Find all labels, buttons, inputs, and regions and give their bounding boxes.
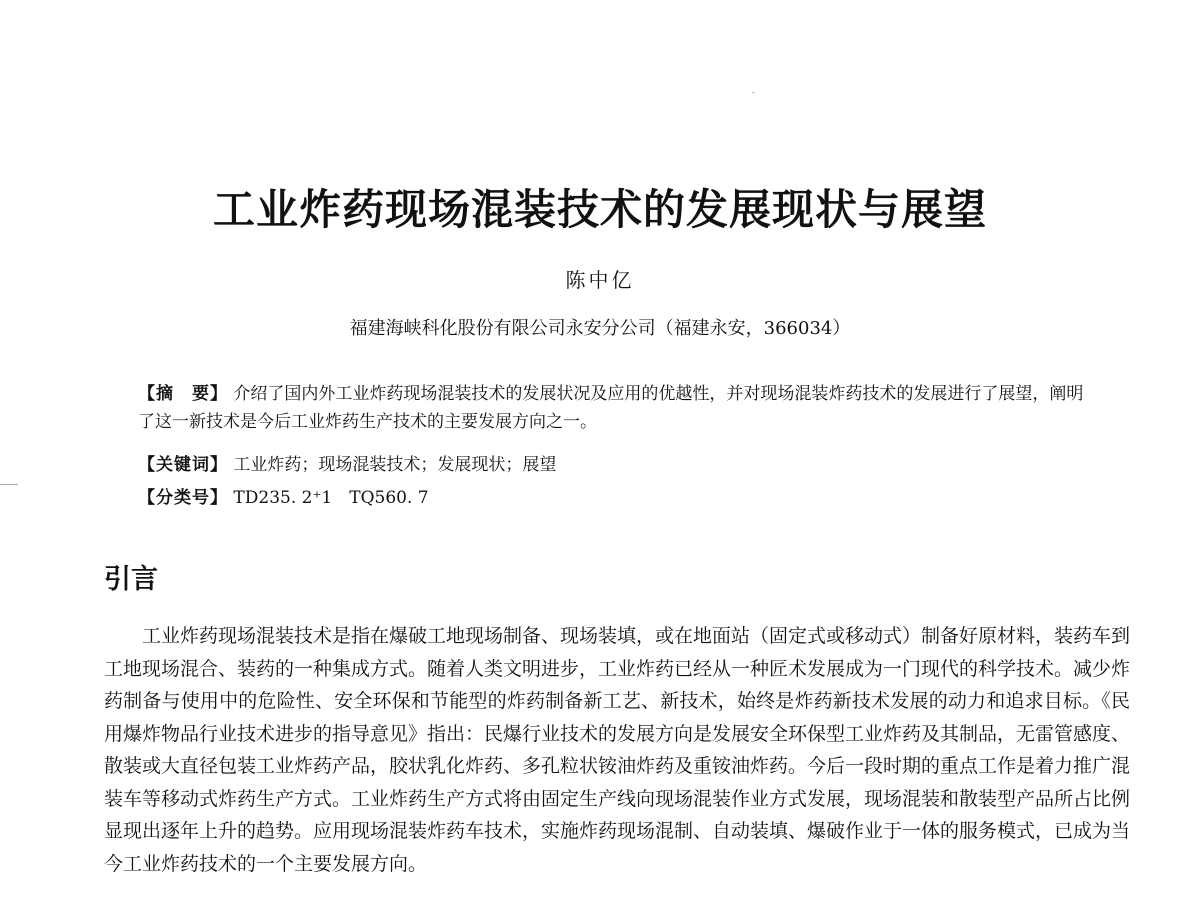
classification-text: TD235. 2⁺1 TQ560. 7 [233,488,429,508]
abstract-label: 【摘 要】 [138,384,228,404]
abstract-block [138,380,1098,436]
classification-label: 【分类号】 [138,488,228,508]
author-affiliation: 福建海峡科化股份有限公司永安分公司（福建永安，366034） [349,318,851,339]
keywords-text: 工业炸药；现场混装技术；发展现状；展望 [233,455,557,475]
section-heading-introduction: 引言 [104,564,158,595]
keywords-label: 【关键词】 [138,455,228,475]
keywords-block [138,451,1098,479]
introduction-paragraph: 工业炸药现场混装技术是指在爆破工地现场制备、现场装填，或在地面站（固定式或移动式）制备好原材料，装药车到工地现场混合、装药的一种集成方式。随着人类文明进步，工业炸药已经从一种匠术发展成为一门现代的科学技术。减少炸药制备与使用中的危险性、安全环保和节能型的炸药制备新工艺、新技术，始终是炸药新技术发展的动力和追求目标。《民用爆炸物品行业技术进步的指导意见》指出：民爆行业技术的发展方向是发展安全环保型工业炸药及其制品，无雷管感度、散装或大直径包装工业炸药产品，胶状乳化炸药、多孔粒状铵油炸药及重铵油炸药。今后一段时期的重点工作是着力推广混装车等移动式炸药生产方式。工业炸药生产方式将由固定生产线向现场混装作业方式发展，现场混装和散装型产品所占比例显现出逐年上升的趋势。应用现场混装炸药车技术，实施炸药现场混制、自动装填、爆破作业于一体的服务模式，已成为当今工业炸药技术的一个主要发展方向。 [104,625,1131,875]
classification-block [138,484,1098,512]
scan-speck [752,92,755,93]
scan-edge-mark [0,484,18,485]
author-name: 陈中亿 [565,268,635,292]
abstract-text: 介绍了国内外工业炸药现场混装技术的发展状况及应用的优越性，并对现场混装炸药技术的发展进行了展望，阐明了这一新技术是今后工业炸药生产技术的主要发展方向之一。 [138,384,1084,432]
paper-title: 工业炸药现场混装技术的发展现状与展望 [212,185,987,234]
